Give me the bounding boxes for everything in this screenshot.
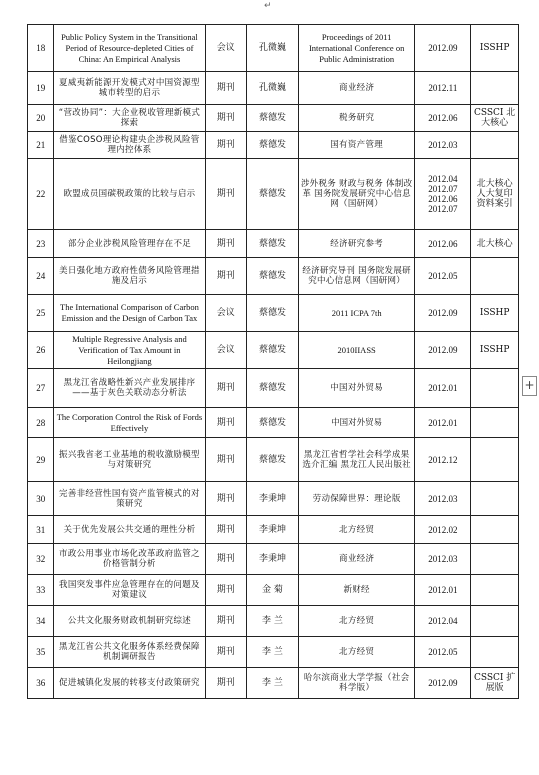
author-cell[interactable] — [247, 408, 299, 438]
table-row — [28, 25, 519, 72]
author-cell-text: 蔡德发 — [258, 454, 286, 465]
index-cell[interactable] — [471, 668, 519, 699]
paper-title-cell-text: 我国突发事件应急管理存在的问题及对策建议 — [59, 580, 200, 600]
paper-title-cell[interactable] — [54, 258, 205, 295]
publication-type-cell[interactable] — [205, 159, 247, 230]
row-number-cell-text: 29 — [36, 454, 46, 465]
row-number-cell[interactable] — [28, 105, 54, 132]
date-cell-text: 2012.09 — [428, 345, 458, 355]
paper-title-cell[interactable] — [54, 482, 205, 516]
table-row — [28, 332, 519, 369]
author-cell[interactable] — [247, 105, 299, 132]
publication-type-cell[interactable] — [205, 258, 247, 295]
publication-type-cell[interactable] — [205, 408, 247, 438]
table-row — [28, 295, 519, 332]
author-cell-text: 蔡德发 — [258, 383, 286, 393]
author-cell[interactable] — [247, 258, 299, 295]
paper-title-cell-text: 夏威夷新能源开发模式对中国资源型城市转型的启示 — [59, 78, 200, 98]
index-cell[interactable] — [471, 637, 519, 668]
author-cell-text: 李秉坤 — [258, 493, 286, 504]
author-cell[interactable] — [247, 438, 299, 482]
date-cell-text: 2012.04 2012.07 2012.06 2012.07 — [428, 174, 458, 214]
author-cell-text: 蔡德发 — [258, 308, 286, 318]
table-row — [28, 159, 519, 230]
row-number-cell[interactable] — [28, 369, 54, 408]
publication-type-cell-text: 期刊 — [216, 417, 235, 428]
author-cell[interactable] — [247, 516, 299, 544]
journal-cell-text: 2010IIASS — [337, 344, 376, 355]
index-cell[interactable] — [471, 438, 519, 482]
date-cell[interactable] — [415, 105, 471, 132]
author-cell[interactable] — [247, 295, 299, 332]
index-cell-text: ISSHP — [479, 345, 510, 355]
publication-type-cell[interactable] — [205, 295, 247, 332]
index-cell[interactable] — [471, 606, 519, 637]
paper-title-cell[interactable] — [54, 369, 205, 408]
date-cell-text: 2012.09 — [428, 678, 458, 688]
index-cell[interactable] — [471, 105, 519, 132]
row-number-cell-text: 33 — [36, 585, 46, 595]
date-cell-text: 2012.06 — [428, 238, 458, 249]
journal-cell[interactable] — [298, 25, 415, 72]
journal-cell[interactable] — [298, 72, 415, 105]
journal-cell-text: 经济研究导刊 国务院发展研究中心信息网（国研网） — [302, 266, 411, 286]
paper-title-cell-text: 借鉴COSO理论构建央企涉税风险管理内控体系 — [59, 135, 200, 155]
publication-type-cell-text: 会议 — [216, 308, 235, 318]
index-cell-text: ISSHP — [479, 308, 510, 318]
row-number-cell[interactable] — [28, 516, 54, 544]
row-number-cell-text: 31 — [36, 524, 46, 535]
journal-cell[interactable] — [298, 575, 415, 606]
date-cell-text: 2012.01 — [428, 417, 458, 428]
date-cell[interactable] — [415, 575, 471, 606]
row-number-cell[interactable] — [28, 637, 54, 668]
date-cell[interactable] — [415, 132, 471, 159]
paper-title-cell-text: 欧盟成员国碳税政策的比较与启示 — [63, 189, 196, 199]
author-cell[interactable] — [247, 132, 299, 159]
author-cell-text: 蔡德发 — [258, 345, 286, 355]
row-number-cell-text: 19 — [36, 83, 46, 93]
publication-type-cell-text: 会议 — [216, 345, 235, 355]
row-number-cell-text: 35 — [36, 647, 46, 657]
date-cell[interactable] — [415, 544, 471, 575]
paper-title-cell[interactable] — [54, 575, 205, 606]
publication-type-cell[interactable] — [205, 332, 247, 369]
paper-title-cell[interactable] — [54, 408, 205, 438]
paper-title-cell-text: 黑龙江省公共文化服务体系经费保障机制调研报告 — [59, 642, 200, 662]
journal-cell[interactable] — [298, 606, 415, 637]
date-cell[interactable] — [415, 408, 471, 438]
author-cell[interactable] — [247, 544, 299, 575]
table-row — [28, 575, 519, 606]
journal-cell[interactable] — [298, 637, 415, 668]
row-number-cell-text: 25 — [36, 308, 46, 318]
paper-title-cell[interactable] — [54, 295, 205, 332]
author-cell-text: 蔡德发 — [258, 417, 286, 428]
journal-cell-text: 哈尔滨商业大学学报（社会科学版） — [303, 673, 410, 693]
paper-title-cell-text: 促进城镇化发展的转移支付政策研究 — [59, 678, 200, 688]
row-number-cell[interactable] — [28, 606, 54, 637]
publication-type-cell[interactable] — [205, 369, 247, 408]
journal-cell-text: 北方经贸 — [339, 616, 375, 626]
index-cell[interactable] — [471, 258, 519, 295]
journal-cell-text: 2011 ICPA 7th — [331, 307, 382, 318]
publication-type-cell[interactable] — [205, 132, 247, 159]
publication-type-cell-text: 期刊 — [216, 140, 235, 150]
date-cell[interactable] — [415, 159, 471, 230]
publication-type-cell-text: 会议 — [216, 43, 235, 53]
date-cell[interactable] — [415, 482, 471, 516]
journal-cell-text: 北方经贸 — [339, 524, 375, 535]
author-cell-text: 李 兰 — [262, 647, 283, 657]
paper-title-cell[interactable] — [54, 668, 205, 699]
row-number-cell[interactable] — [28, 258, 54, 295]
author-cell-text: 蔡德发 — [258, 238, 286, 249]
paper-title-cell[interactable] — [54, 72, 205, 105]
paper-title-cell-text: The Corporation Control the Risk of Fords Effectively — [56, 411, 203, 433]
paper-title-cell[interactable] — [54, 105, 205, 132]
row-number-cell[interactable] — [28, 25, 54, 72]
row-number-cell-text: 20 — [36, 113, 46, 123]
date-cell[interactable] — [415, 606, 471, 637]
index-cell-text: CSSCI 扩展版 — [473, 673, 516, 693]
author-cell[interactable] — [247, 159, 299, 230]
table-row — [28, 72, 519, 105]
date-cell-text: 2012.03 — [428, 554, 458, 564]
row-number-cell-text: 30 — [36, 493, 46, 504]
index-cell-text: CSSCI 北大核心 — [473, 108, 516, 128]
journal-cell-text: 北方经贸 — [339, 647, 375, 657]
date-cell-text: 2012.04 — [428, 616, 458, 626]
journal-cell[interactable] — [298, 230, 415, 258]
row-number-cell-text: 27 — [36, 383, 46, 393]
paper-title-cell[interactable] — [54, 544, 205, 575]
date-cell[interactable] — [415, 668, 471, 699]
row-number-cell-text: 18 — [36, 43, 46, 53]
publication-type-cell[interactable] — [205, 105, 247, 132]
author-cell[interactable] — [247, 369, 299, 408]
paper-title-cell[interactable] — [54, 438, 205, 482]
paper-title-cell-text: The International Comparison of Carbon Emission and the Design of Carbon Tax — [60, 302, 199, 323]
journal-cell-text: 涉外税务 财政与税务 体制改革 国务院发展研究中心信息网（国研网） — [300, 179, 413, 209]
paper-title-cell-text: 关于优先发展公共交通的理性分析 — [63, 524, 196, 535]
publication-type-cell-text: 期刊 — [216, 554, 235, 564]
row-number-cell[interactable] — [28, 438, 54, 482]
paper-title-cell-text: 部分企业涉税风险管理存在不足 — [67, 238, 192, 249]
table-row — [28, 230, 519, 258]
journal-cell-text: 中国对外贸易 — [331, 417, 383, 427]
journal-cell-text: 商业经济 — [339, 83, 375, 93]
index-cell[interactable] — [471, 575, 519, 606]
row-number-cell[interactable] — [28, 482, 54, 516]
paper-title-cell-text: “营改协同”：大企业税收管理新模式探索 — [58, 108, 201, 128]
paper-title-cell[interactable] — [54, 132, 205, 159]
table-row — [28, 516, 519, 544]
date-cell[interactable] — [415, 72, 471, 105]
date-cell-text: 2012.09 — [428, 308, 458, 318]
author-cell[interactable] — [247, 606, 299, 637]
author-cell-text: 蔡德发 — [258, 140, 286, 150]
row-number-cell-text: 36 — [36, 678, 46, 688]
date-cell[interactable] — [415, 369, 471, 408]
paper-title-cell[interactable] — [54, 606, 205, 637]
row-number-cell[interactable] — [28, 159, 54, 230]
publication-type-cell-text: 期刊 — [216, 493, 235, 504]
paper-title-cell-text: 市政公用事业市场化改革政府监管之价格管制分析 — [59, 549, 200, 569]
table-row — [28, 369, 519, 408]
publication-type-cell[interactable] — [205, 637, 247, 668]
author-cell-text: 蔡德发 — [258, 271, 286, 281]
row-number-cell-text: 21 — [36, 140, 46, 150]
date-cell[interactable] — [415, 258, 471, 295]
paper-title-cell[interactable] — [54, 637, 205, 668]
journal-cell-text: 新财经 — [343, 585, 370, 595]
index-cell[interactable] — [471, 332, 519, 369]
index-cell[interactable] — [471, 482, 519, 516]
paper-title-cell[interactable] — [54, 516, 205, 544]
row-number-cell-text: 24 — [36, 271, 46, 281]
publication-type-cell-text: 期刊 — [216, 454, 235, 465]
date-cell-text: 2012.01 — [428, 383, 458, 393]
journal-cell-text: 中国对外贸易 — [330, 383, 384, 393]
publication-type-cell[interactable] — [205, 668, 247, 699]
paper-title-cell-text: 公共文化服务财政机制研究综述 — [67, 616, 192, 626]
journal-cell-text: 经济研究参考 — [330, 238, 384, 249]
publication-type-cell[interactable] — [205, 230, 247, 258]
journal-cell[interactable] — [298, 516, 415, 544]
paper-title-cell[interactable] — [54, 230, 205, 258]
paper-title-cell[interactable] — [54, 25, 205, 72]
date-cell-text: 2012.01 — [428, 585, 458, 595]
row-number-cell-text: 26 — [36, 345, 46, 355]
row-number-cell-text: 22 — [36, 189, 46, 199]
journal-cell[interactable] — [298, 258, 415, 295]
index-cell[interactable] — [471, 369, 519, 408]
paper-title-cell-text: Multiple Regressive Analysis and Verification of Tax Amount in Heilongjiang — [72, 333, 187, 366]
publication-type-cell-text: 期刊 — [216, 383, 235, 393]
date-cell[interactable] — [415, 332, 471, 369]
table-row — [28, 482, 519, 516]
row-number-cell-text: 34 — [36, 616, 46, 626]
publication-type-cell-text: 期刊 — [216, 83, 235, 93]
author-cell[interactable] — [247, 332, 299, 369]
index-cell[interactable] — [471, 544, 519, 575]
row-number-cell-text: 28 — [36, 417, 46, 428]
journal-cell-text: 商业经济 — [339, 554, 375, 564]
publication-type-cell-text: 期刊 — [216, 189, 235, 199]
row-number-cell[interactable] — [28, 72, 54, 105]
publication-type-cell-text: 期刊 — [216, 647, 235, 657]
journal-cell[interactable] — [298, 438, 415, 482]
index-cell[interactable] — [471, 132, 519, 159]
paper-title-cell-text: Public Policy System in the Transitional Period of Resource-depleted Cities of China: An Empirical Analysis — [61, 31, 198, 64]
author-cell[interactable] — [247, 637, 299, 668]
index-cell[interactable] — [471, 230, 519, 258]
table-row — [28, 606, 519, 637]
date-cell-text: 2012.12 — [428, 454, 458, 465]
table-row — [28, 258, 519, 295]
paper-title-cell-text: 完善非经营性国有资产监管模式的对策研究 — [59, 488, 200, 509]
author-cell[interactable] — [247, 668, 299, 699]
index-cell[interactable] — [471, 159, 519, 230]
paragraph-mark: ↵ — [264, 1, 272, 11]
author-cell[interactable] — [247, 25, 299, 72]
author-cell[interactable] — [247, 575, 299, 606]
date-cell-text: 2012.02 — [428, 524, 458, 535]
row-number-cell[interactable] — [28, 575, 54, 606]
journal-cell[interactable] — [298, 332, 415, 369]
table-row — [28, 544, 519, 575]
publication-type-cell[interactable] — [205, 544, 247, 575]
index-cell[interactable] — [471, 408, 519, 438]
row-number-cell[interactable] — [28, 668, 54, 699]
publication-type-cell[interactable] — [205, 575, 247, 606]
paper-title-cell[interactable] — [54, 332, 205, 369]
journal-cell[interactable] — [298, 369, 415, 408]
author-cell[interactable] — [247, 230, 299, 258]
index-cell-text: 北大核心 — [476, 238, 513, 249]
journal-cell-text: Proceedings of 2011 International Conference on Public Administration — [308, 31, 405, 64]
index-cell-text: 北大核心 人大复印资料案引 — [476, 179, 513, 209]
publication-type-cell-text: 期刊 — [216, 271, 235, 281]
table-row — [28, 408, 519, 438]
author-cell-text: 李 兰 — [262, 678, 283, 688]
publication-type-cell[interactable] — [205, 25, 247, 72]
author-cell-text: 孔微巍 — [258, 83, 286, 93]
publication-type-cell-text: 期刊 — [216, 678, 235, 688]
publication-type-cell-text: 期刊 — [216, 524, 235, 535]
publication-type-cell[interactable] — [205, 482, 247, 516]
date-cell-text: 2012.09 — [428, 43, 458, 53]
publication-type-cell[interactable] — [205, 516, 247, 544]
row-number-cell[interactable] — [28, 544, 54, 575]
row-number-cell[interactable] — [28, 408, 54, 438]
paper-title-cell[interactable] — [54, 159, 205, 230]
table-row — [28, 438, 519, 482]
index-cell-text: ISSHP — [479, 43, 510, 53]
journal-cell[interactable] — [298, 668, 415, 699]
author-cell-text: 李 兰 — [262, 616, 283, 626]
date-cell[interactable] — [415, 637, 471, 668]
author-cell-text: 孔微巍 — [258, 43, 286, 53]
date-cell[interactable] — [415, 230, 471, 258]
author-cell-text: 蔡德发 — [258, 113, 286, 123]
date-cell-text: 2012.05 — [428, 271, 458, 281]
row-number-cell[interactable] — [28, 132, 54, 159]
date-cell[interactable] — [415, 25, 471, 72]
author-cell-text: 金 菊 — [262, 585, 283, 595]
table-row — [28, 132, 519, 159]
row-number-cell-text: 23 — [36, 238, 46, 249]
table-row — [28, 105, 519, 132]
row-number-cell[interactable] — [28, 230, 54, 258]
date-cell-text: 2012.03 — [428, 140, 458, 150]
journal-cell-text: 劳动保障世界：理论版 — [312, 493, 401, 504]
journal-cell[interactable] — [298, 408, 415, 438]
table-row — [28, 637, 519, 668]
index-cell[interactable] — [471, 72, 519, 105]
index-cell[interactable] — [471, 516, 519, 544]
index-cell[interactable] — [471, 295, 519, 332]
date-cell[interactable] — [415, 516, 471, 544]
journal-cell[interactable] — [298, 105, 415, 132]
journal-cell-text: 国有资产管理 — [330, 140, 384, 150]
journal-cell[interactable] — [298, 159, 415, 230]
publication-type-cell-text: 期刊 — [216, 616, 235, 626]
publication-type-cell-text: 期刊 — [216, 113, 235, 123]
row-number-cell[interactable] — [28, 332, 54, 369]
publication-type-cell[interactable] — [205, 606, 247, 637]
author-cell-text: 李秉坤 — [258, 554, 286, 564]
journal-cell-text: 黑龙江省哲学社会科学成果选介汇编 黑龙江人民出版社 — [302, 449, 411, 470]
journal-cell[interactable] — [298, 132, 415, 159]
paper-title-cell-text: 美日强化地方政府性债务风险管理措施及启示 — [59, 266, 200, 286]
journal-cell[interactable] — [298, 482, 415, 516]
author-cell[interactable] — [247, 72, 299, 105]
paper-title-cell-text: 振兴我省老工业基地的税收激励模型与对策研究 — [59, 449, 200, 470]
row-number-cell[interactable] — [28, 295, 54, 332]
date-cell[interactable] — [415, 295, 471, 332]
publication-type-cell[interactable] — [205, 438, 247, 482]
row-number-cell-text: 32 — [36, 554, 46, 564]
publication-type-cell-text: 期刊 — [216, 585, 235, 595]
author-cell-text: 李秉坤 — [258, 524, 286, 535]
author-cell[interactable] — [247, 482, 299, 516]
date-cell-text: 2012.03 — [428, 493, 458, 504]
date-cell-text: 2012.05 — [428, 647, 458, 657]
paper-title-cell-text: 黑龙江省战略性新兴产业发展排序——基于灰色关联动态分析法 — [63, 378, 196, 398]
publication-table — [27, 24, 519, 699]
journal-cell-text: 税务研究 — [339, 113, 375, 123]
journal-cell[interactable] — [298, 295, 415, 332]
author-cell-text: 蔡德发 — [258, 189, 286, 199]
table-add-row-handle[interactable]: + — [522, 376, 537, 396]
index-cell[interactable] — [471, 25, 519, 72]
publication-type-cell-text: 期刊 — [216, 238, 235, 249]
date-cell-text: 2012.11 — [428, 83, 458, 93]
journal-cell[interactable] — [298, 544, 415, 575]
publication-type-cell[interactable] — [205, 72, 247, 105]
date-cell-text: 2012.06 — [428, 113, 458, 123]
date-cell[interactable] — [415, 438, 471, 482]
table-row — [28, 668, 519, 699]
